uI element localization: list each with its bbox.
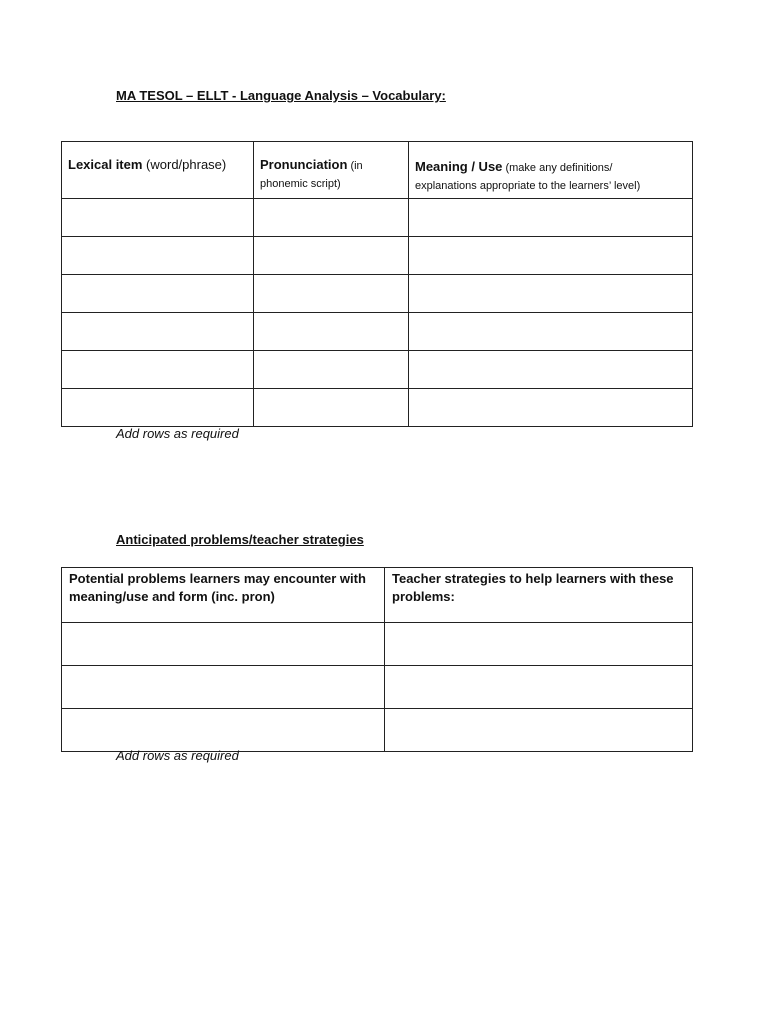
header-lexical-item (62, 142, 254, 199)
table-row (62, 666, 693, 709)
table-cell[interactable] (254, 237, 409, 275)
table-cell[interactable] (385, 709, 693, 752)
table-cell[interactable] (409, 313, 693, 351)
header-pronunciation-note-line2: phonemic script) (260, 178, 341, 190)
table-cell[interactable] (409, 199, 693, 237)
table-row (62, 199, 693, 237)
header-teacher-strategies: Teacher strategies to help learners with these problems: (385, 568, 693, 623)
table-cell[interactable] (62, 199, 254, 237)
header-meaning-use-label: Meaning / Use (415, 159, 503, 174)
table-cell[interactable] (409, 351, 693, 389)
header-meaning-use (409, 142, 693, 199)
table-cell[interactable] (62, 623, 385, 666)
table-row (62, 389, 693, 427)
add-rows-note: Add rows as required (116, 426, 239, 441)
header-pronunciation (254, 142, 409, 199)
table-cell[interactable] (62, 709, 385, 752)
table-header-row (62, 568, 693, 623)
table-cell[interactable] (409, 389, 693, 427)
table-cell[interactable] (62, 389, 254, 427)
header-meaning-use-note-line2: explanations appropriate to the learners’ level) (415, 180, 641, 192)
header-pronunciation-label: Pronunciation (260, 157, 348, 172)
table-row (62, 709, 693, 752)
table-cell[interactable] (62, 666, 385, 709)
page-title: MA TESOL – ELLT - Language Analysis – Vocabulary: (116, 88, 446, 103)
table-cell[interactable] (385, 623, 693, 666)
add-rows-note: Add rows as required (116, 748, 239, 763)
table-cell[interactable] (254, 199, 409, 237)
table-row (62, 623, 693, 666)
header-pronunciation-note: (in (347, 160, 363, 172)
table-cell[interactable] (409, 275, 693, 313)
header-lexical-item-label: Lexical item (68, 157, 143, 172)
header-lexical-item-note: (word/phrase) (142, 157, 227, 172)
table-cell[interactable] (62, 313, 254, 351)
table-cell[interactable] (62, 351, 254, 389)
section-title: Anticipated problems/teacher strategies (116, 532, 364, 547)
vocabulary-table (61, 141, 693, 427)
table-cell[interactable] (254, 389, 409, 427)
table-row (62, 275, 693, 313)
table-cell[interactable] (254, 313, 409, 351)
table-row (62, 351, 693, 389)
table-row (62, 237, 693, 275)
table-cell[interactable] (62, 275, 254, 313)
table-cell[interactable] (409, 237, 693, 275)
table-header-row (62, 142, 693, 199)
table-cell[interactable] (62, 237, 254, 275)
table-row (62, 313, 693, 351)
table-cell[interactable] (254, 351, 409, 389)
table-cell[interactable] (254, 275, 409, 313)
header-meaning-use-note: (make any definitions/ (502, 162, 613, 174)
header-potential-problems: Potential problems learners may encounter with meaning/use and form (inc. pron) (62, 568, 385, 623)
table-cell[interactable] (385, 666, 693, 709)
problems-strategies-table (61, 567, 693, 752)
